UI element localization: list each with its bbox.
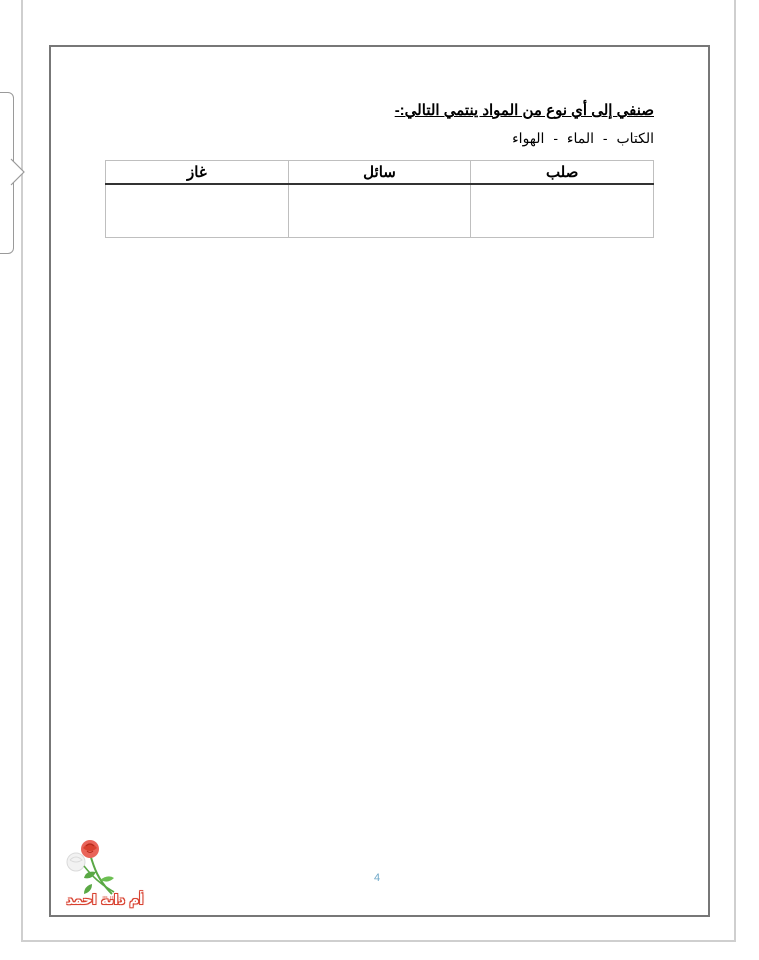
item-word: الكتاب [616, 130, 654, 146]
item-separator: - [602, 130, 608, 146]
answer-cell-gas[interactable] [106, 184, 289, 238]
answer-cell-solid[interactable] [471, 184, 654, 238]
header-gas: غاز [106, 161, 289, 185]
table-row [106, 184, 654, 238]
header-solid: صلب [471, 161, 654, 185]
item-word: الهواء [512, 130, 545, 146]
logo-text: أم دانة احمد [66, 893, 144, 908]
item-separator: - [553, 130, 558, 146]
item-word: الماء [566, 130, 594, 146]
page-number: 4 [374, 872, 381, 884]
items-list [512, 130, 654, 147]
header-liquid: سائل [288, 161, 471, 185]
table-header-row [106, 161, 654, 185]
answer-cell-liquid[interactable] [288, 184, 471, 238]
question-title: صنفي إلى أي نوع من المواد ينتمي التالي:- [394, 102, 654, 119]
classification-table [105, 160, 654, 238]
chevron-right-icon[interactable] [10, 158, 28, 186]
